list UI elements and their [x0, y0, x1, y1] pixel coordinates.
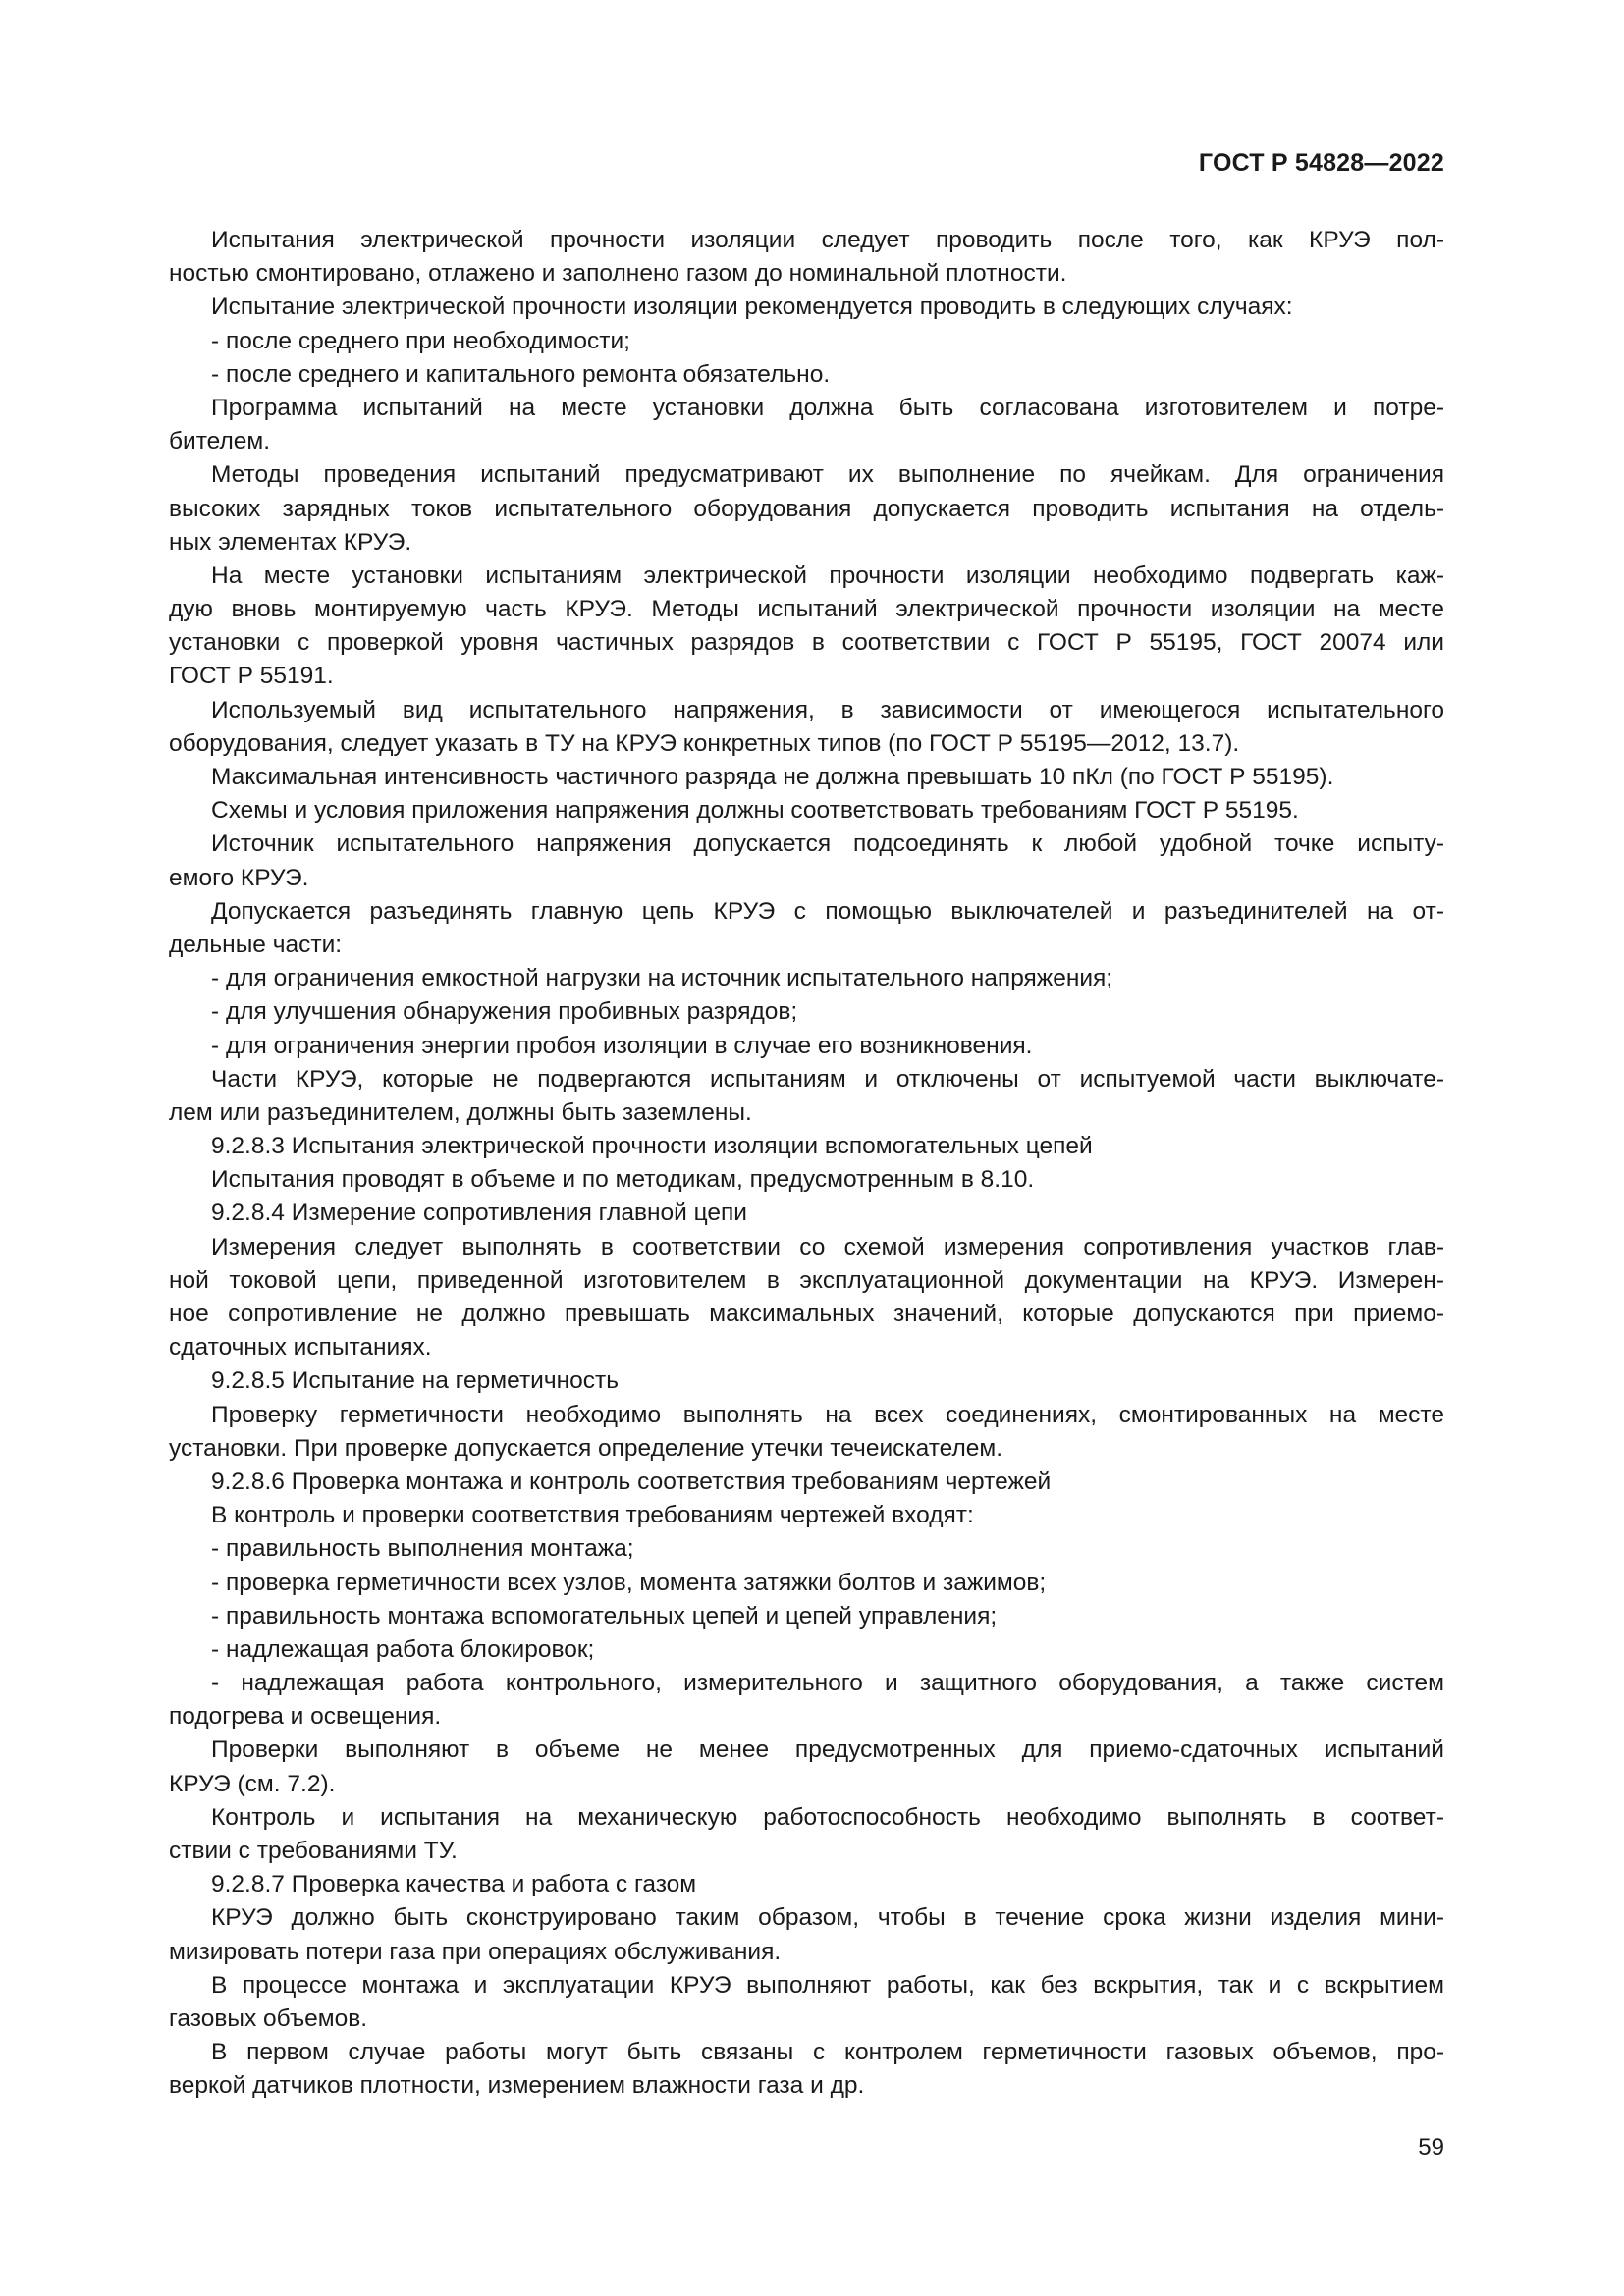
text-line: Максимальная интенсивность частичного разряда не должна превышать 10 пКл (по ГОСТ Р 55195). — [211, 764, 1334, 790]
text-line: Схемы и условия приложения напряжения должны соответствовать требованиям ГОСТ Р 55195. — [211, 797, 1299, 825]
text-line: Методы проведения испытаний предусматривают их выполнение по ячейкам. Для ограничения — [211, 461, 1444, 489]
text-line: дельные части: — [169, 931, 343, 958]
text-line: 9.2.8.4 Измерение сопротивления главной цепи — [211, 1200, 747, 1227]
text-line: КРУЭ должно быть сконструировано таким образом, чтобы в течение срока жизни изделия мини- — [211, 1904, 1444, 1932]
text-line: ных элементах КРУЭ. — [169, 528, 412, 556]
text-line: установки. При проверке допускается определение утечки течеискателем. — [169, 1434, 1003, 1462]
text-line: 9.2.8.6 Проверка монтажа и контроль соответствия требованиям чертежей — [211, 1468, 1052, 1495]
text-line: бителем. — [169, 428, 271, 455]
text-line: веркой датчиков плотности, измерением влажности газа и др. — [169, 2072, 865, 2100]
text-line: Испытание электрической прочности изоляции рекомендуется проводить в следующих случаях: — [211, 294, 1293, 321]
document-body — [169, 224, 1444, 2104]
text-line: 9.2.8.5 Испытание на герметичность — [211, 1367, 620, 1395]
text-line: лем или разъединителем, должны быть заземлены. — [169, 1098, 752, 1126]
text-line: Части КРУЭ, которые не подвергаются испытаниям и отключены от испытуемой части выключате- — [211, 1065, 1444, 1093]
text-line: сдаточных испытаниях. — [169, 1334, 432, 1362]
text-line: В контроль и проверки соответствия требованиям чертежей входят: — [211, 1502, 974, 1529]
text-line: Проверки выполняют в объеме не менее предусмотренных для приемо-сдаточных испытаний — [211, 1736, 1444, 1764]
text-line: - проверка герметичности всех узлов, момента затяжки болтов и зажимов; — [211, 1569, 1047, 1596]
page-number: 59 — [1418, 2134, 1444, 2161]
text-line: оборудования, следует указать в ТУ на КРУЭ конкретных типов (по ГОСТ Р 55195—2012, 13.7). — [169, 729, 1240, 757]
text-line: Проверку герметичности необходимо выполнять на всех соединениях, смонтированных на месте — [211, 1401, 1444, 1428]
text-line: КРУЭ (см. 7.2). — [169, 1770, 336, 1797]
text-line: Измерения следует выполнять в соответствии со схемой измерения сопротивления участков глав- — [211, 1233, 1444, 1260]
text-line: Используемый вид испытательного напряжения, в зависимости от имеющегося испытательного — [211, 696, 1444, 723]
text-line: газовых объемов. — [169, 2004, 368, 2032]
text-line: - надлежащая работа контрольного, измерительного и защитного оборудования, а также систем — [211, 1670, 1444, 1697]
text-line: В первом случае работы могут быть связаны с контролем герметичности газовых объемов, про- — [211, 2039, 1444, 2066]
text-line: ностью смонтировано, отлажено и заполнено газом до номинальной плотности. — [169, 260, 1067, 288]
text-line: подогрева и освещения. — [169, 1703, 442, 1731]
text-line: установки с проверкой уровня частичных разрядов в соответствии с ГОСТ Р 55195, ГОСТ 20074 или — [169, 629, 1444, 657]
text-line: высоких зарядных токов испытательного оборудования допускается проводить испытания на отдель- — [169, 495, 1444, 522]
text-line: ствии с требованиями ТУ. — [169, 1838, 458, 1864]
text-line: На месте установки испытаниям электрической прочности изоляции необходимо подвергать каж- — [211, 561, 1444, 589]
text-line: Испытания электрической прочности изоляции следует проводить после того, как КРУЭ пол- — [211, 227, 1444, 253]
text-line: - правильность выполнения монтажа; — [211, 1535, 634, 1563]
text-line: - после среднего и капитального ремонта обязательно. — [211, 360, 831, 388]
text-line: ной токовой цепи, приведенной изготовителем в эксплуатационной документации на КРУЭ. Измерен- — [169, 1266, 1444, 1294]
text-line: емого КРУЭ. — [169, 864, 309, 891]
text-line: Испытания проводят в объеме и по методикам, предусмотренным в 8.10. — [211, 1166, 1035, 1194]
text-line: ГОСТ Р 55191. — [169, 663, 334, 690]
text-line: 9.2.8.7 Проверка качества и работа с газом — [211, 1871, 697, 1898]
text-line: мизировать потери газа при операциях обслуживания. — [169, 1938, 782, 1965]
text-line: ное сопротивление не должно превышать максимальных значений, которые допускаются при приемо- — [169, 1301, 1444, 1327]
text-line: - правильность монтажа вспомогательных цепей и цепей управления; — [211, 1602, 998, 1629]
text-line: Допускается разъединять главную цепь КРУЭ с помощью выключателей и разъединителей на от- — [211, 897, 1444, 925]
page-header-standard-id: ГОСТ Р 54828—2022 — [1198, 149, 1444, 177]
text-line: Контроль и испытания на механическую работоспособность необходимо выполнять в соответ- — [211, 1803, 1444, 1831]
text-line: Источник испытательного напряжения допускается подсоединять к любой удобной точке испыту- — [211, 830, 1444, 858]
text-line: - после среднего при необходимости; — [211, 327, 630, 354]
text-line: - надлежащая работа блокировок; — [211, 1635, 595, 1663]
text-line: - для ограничения энергии пробоя изоляции в случае его возникновения. — [211, 1032, 1033, 1059]
text-line: - для улучшения обнаружения пробивных разрядов; — [211, 998, 798, 1026]
text-line: В процессе монтажа и эксплуатации КРУЭ выполняют работы, как без вскрытия, так и с вскрытием — [211, 1971, 1444, 1999]
text-line: - для ограничения емкостной нагрузки на источник испытательного напряжения; — [211, 965, 1113, 992]
text-line: Программа испытаний на месте установки должна быть согласована изготовителем и потре- — [211, 394, 1444, 421]
text-line: дую вновь монтируемую часть КРУЭ. Методы испытаний электрической прочности изоляции на месте — [169, 596, 1444, 623]
text-line: 9.2.8.3 Испытания электрической прочности изоляции вспомогательных цепей — [211, 1133, 1093, 1160]
